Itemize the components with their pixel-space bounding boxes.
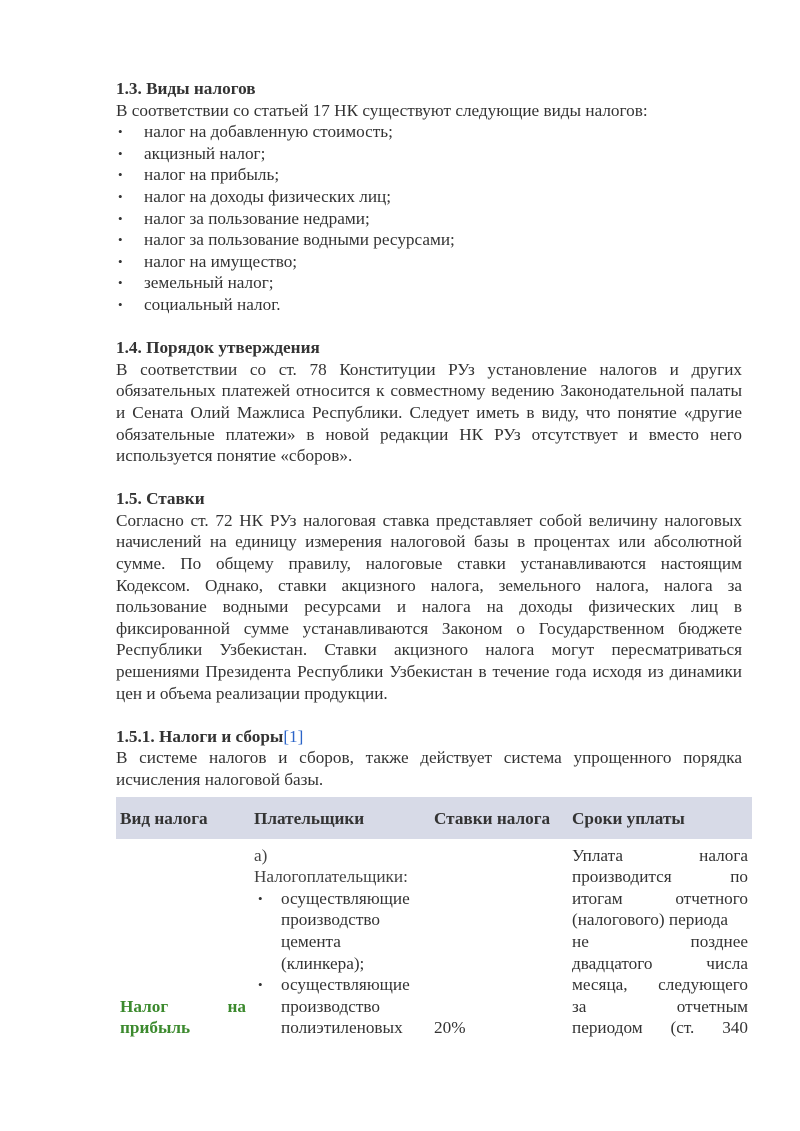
list-item: • осуществляющие производство цемента (клинкера); [254, 888, 426, 974]
terms-line: Уплата налога [572, 845, 748, 865]
tax-type-line: Налог на [120, 996, 246, 1016]
list-item: • налог за пользование водными ресурсами; [116, 229, 742, 251]
cell-tax-type [116, 839, 250, 1039]
terms-line: итогам отчетного [572, 888, 748, 908]
section-1-5-title: 1.5. Ставки [116, 489, 205, 509]
cell-rate: 20% [434, 1018, 466, 1038]
cell-terms [568, 839, 752, 1039]
list-item: • осуществляющие производство полиэтиленовых [254, 974, 426, 1039]
document-page [116, 78, 748, 1039]
column-header-payers: Плательщики [250, 797, 430, 839]
section-1-4-title: 1.4. Порядок утверждения [116, 338, 320, 358]
tax-types-list [116, 121, 742, 315]
tax-type-line: прибыль [120, 1018, 191, 1038]
list-item: • налог за пользование недрами; [116, 208, 742, 230]
payers-prefix: а) [254, 845, 268, 865]
taxes-table [116, 797, 752, 1039]
table-header-row [116, 797, 752, 839]
section-1-5-1-title-text: 1.5.1. Налоги и сборы [116, 726, 284, 746]
list-item: • налог на имущество; [116, 251, 742, 273]
section-1-3-intro: В соответствии со статьей 17 НК существуют следующие виды налогов: [116, 100, 648, 120]
payers-title: Налогоплательщики: [254, 867, 408, 887]
section-1-5-1-text: В системе налогов и сборов, также действует система упрощенного порядка исчисления налоговой базы. [116, 748, 742, 789]
payers-list [254, 888, 426, 1039]
column-header-terms: Сроки уплаты [568, 797, 752, 839]
terms-line: за отчетным [572, 996, 748, 1016]
terms-line: (налогового) периода [572, 910, 729, 930]
list-item: • земельный налог; [116, 272, 742, 294]
column-header-tax-type: Вид налога [116, 797, 250, 839]
terms-line: не позднее [572, 931, 748, 951]
terms-line: периодом (ст. 340 [572, 1018, 748, 1038]
list-item: • налог на прибыль; [116, 164, 742, 186]
table-row [116, 839, 752, 1039]
list-item: • налог на добавленную стоимость; [116, 121, 742, 143]
terms-line: производится по [572, 867, 748, 887]
column-header-rates: Ставки налога [430, 797, 568, 839]
list-item: • налог на доходы физических лиц; [116, 186, 742, 208]
terms-line: двадцатого числа [572, 953, 748, 973]
list-item: • акцизный налог; [116, 143, 742, 165]
section-1-5-1-title [116, 726, 742, 748]
cell-payers [250, 839, 430, 1039]
section-1-5-text: Согласно ст. 72 НК РУз налоговая ставка представляет собой величину налоговых начислений на единицу измерения налоговой базы в процентах или абсолютной сумме. По общему правилу, налоговые ставки устанавливаются настоящим Кодексом. Однако, ставки акцизного налога, земельного налога, налога за пользование водными ресурсами и налога на доходы физических лиц в фиксированной сумме устанавливаются Законом о Государственном бюджете Республики Узбекистан. Ставки акцизного налога могут пересматриваться решениями Президента Республики Узбекистан в течение года исходя из динамики цен и объема реализации продукции. [116, 510, 742, 703]
list-item: • социальный налог. [116, 294, 742, 316]
section-1-4-text: В соответствии со ст. 78 Конституции РУз установление налогов и других обязательных платежей относится к совместному ведению Законодательной палаты и Сената Олий Мажлиса Республики. Следует иметь в виду, что понятие «другие обязательные платежи» в новой редакции НК РУз отсутствует и вместо него используется понятие «сборов». [116, 359, 742, 466]
terms-line: месяца, следующего [572, 975, 748, 995]
section-1-3-title: 1.3. Виды налогов [116, 79, 256, 98]
footnote-link[interactable]: [1] [283, 726, 304, 746]
